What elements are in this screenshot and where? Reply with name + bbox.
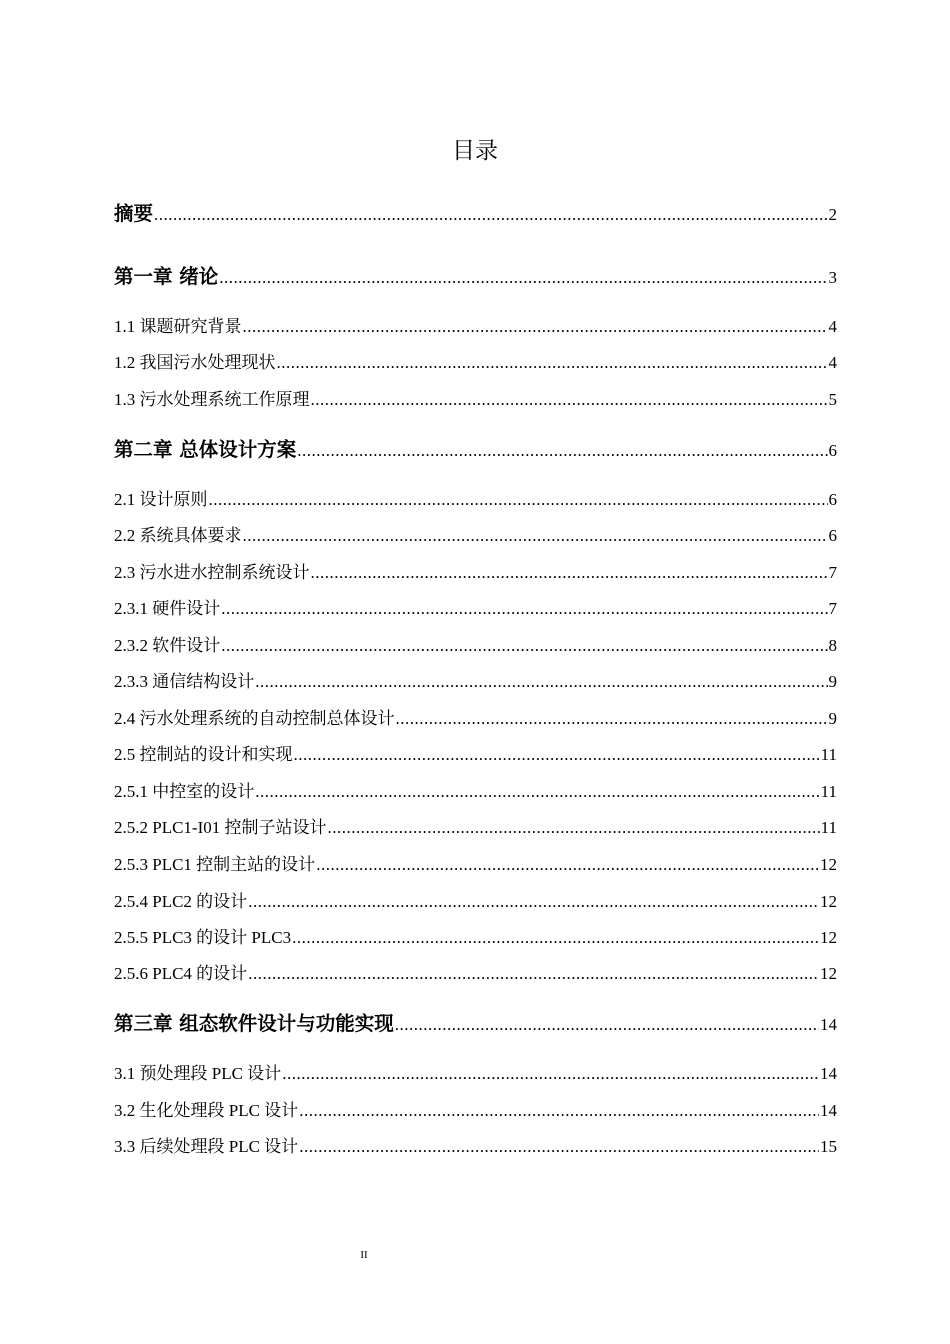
toc-entry-page: 12 [820, 855, 837, 874]
toc-leader-dots [248, 962, 819, 986]
toc-leader-dots [277, 351, 828, 375]
toc-entry-page: 15 [820, 1137, 837, 1156]
toc-leader-dots [221, 634, 827, 658]
toc-entry-page: 4 [828, 317, 837, 336]
toc-entry-2-3-1[interactable] [114, 597, 837, 621]
toc-entry-2-5[interactable] [114, 743, 837, 767]
toc-entry-text: 3.3 后续处理段 PLC 设计 [114, 1137, 299, 1156]
toc-entry-3-2[interactable] [114, 1099, 837, 1123]
toc-leader-dots [219, 264, 827, 292]
toc-entry-text: 3.2 生化处理段 PLC 设计 [114, 1101, 299, 1120]
toc-entry-chapter-2[interactable] [114, 436, 837, 464]
toc-leader-dots [221, 597, 827, 621]
toc-entry-3-3[interactable] [114, 1135, 837, 1159]
toc-entry-chapter-3[interactable] [114, 1010, 837, 1038]
toc-leader-dots [294, 743, 820, 767]
toc-entry-page: 12 [820, 928, 837, 947]
toc-leader-dots [299, 1099, 819, 1123]
toc-leader-dots [209, 488, 828, 512]
toc-leader-dots [282, 1062, 819, 1086]
toc-entry-text: 2.5.1 中控室的设计 [114, 782, 255, 801]
toc-entry-text: 2.3.2 软件设计 [114, 636, 221, 655]
toc-entry-page: 9 [828, 709, 837, 728]
toc-entry-page: 14 [820, 1015, 837, 1034]
toc-entry-2-3-2[interactable] [114, 634, 837, 658]
toc-entry-1-1[interactable] [114, 315, 837, 339]
toc-leader-dots [311, 388, 828, 412]
toc-entry-text: 第二章 总体设计方案 [114, 438, 297, 461]
toc-leader-dots [396, 707, 828, 731]
toc-entry-text: 第三章 组态软件设计与功能实现 [114, 1012, 394, 1035]
toc-entry-page: 3 [828, 268, 837, 287]
toc-entry-page: 4 [828, 353, 837, 372]
toc-entry-2-5-6[interactable] [114, 962, 837, 986]
page-number: II [360, 1249, 368, 1261]
toc-entry-2-5-4[interactable] [114, 890, 837, 914]
toc-leader-dots [248, 890, 819, 914]
toc-entry-3-1[interactable] [114, 1062, 837, 1086]
toc-leader-dots [292, 926, 819, 950]
toc-entry-text: 2.4 污水处理系统的自动控制总体设计 [114, 709, 395, 728]
toc-entry-text: 3.1 预处理段 PLC 设计 [114, 1064, 282, 1083]
toc-entry-text: 2.5.3 PLC1 控制主站的设计 [114, 855, 316, 874]
toc-entry-page: 11 [820, 745, 837, 764]
toc-entry-text: 2.1 设计原则 [114, 490, 208, 509]
toc-entry-text: 2.3 污水进水控制系统设计 [114, 563, 310, 582]
toc-entry-2-2[interactable] [114, 524, 837, 548]
toc-entry-page: 11 [820, 818, 837, 837]
toc-entry-page: 14 [820, 1064, 837, 1083]
toc-entry-text: 2.5.2 PLC1-I01 控制子站设计 [114, 818, 327, 837]
toc-entry-text: 2.5 控制站的设计和实现 [114, 745, 293, 764]
toc-leader-dots [154, 201, 827, 229]
toc-entry-text: 第一章 绪论 [114, 265, 219, 288]
toc-leader-dots [316, 853, 819, 877]
toc-entry-text: 2.5.4 PLC2 的设计 [114, 892, 248, 911]
toc-entry-text: 1.1 课题研究背景 [114, 317, 242, 336]
toc-entry-page: 12 [820, 892, 837, 911]
toc-entry-text: 摘要 [114, 202, 154, 225]
toc-leader-dots [255, 670, 827, 694]
toc-leader-dots [243, 524, 828, 548]
toc-entry-text: 2.2 系统具体要求 [114, 526, 242, 545]
toc-title: 目录 [452, 138, 498, 164]
toc-entry-2-5-2[interactable] [114, 816, 837, 840]
toc-entry-page: 6 [828, 526, 837, 545]
toc-entry-2-3[interactable] [114, 561, 837, 585]
toc-entry-page: 7 [828, 599, 837, 618]
toc-entry-page: 8 [828, 636, 837, 655]
toc-entry-1-2[interactable] [114, 351, 837, 375]
toc-leader-dots [299, 1135, 819, 1159]
toc-entry-text: 1.3 污水处理系统工作原理 [114, 390, 310, 409]
toc-entry-page: 5 [828, 390, 837, 409]
toc-entry-text: 2.5.6 PLC4 的设计 [114, 964, 248, 983]
toc-entry-text: 1.2 我国污水处理现状 [114, 353, 276, 372]
toc-entry-page: 11 [820, 782, 837, 801]
toc-entry-page: 9 [828, 672, 837, 691]
toc-entry-abstract[interactable] [114, 200, 837, 228]
toc-entry-text: 2.3.1 硬件设计 [114, 599, 221, 618]
toc-leader-dots [311, 561, 828, 585]
toc-entry-chapter-1[interactable] [114, 263, 837, 291]
toc-entry-text: 2.5.5 PLC3 的设计 PLC3 [114, 928, 292, 947]
toc-leader-dots [395, 1011, 819, 1039]
toc-leader-dots [243, 315, 828, 339]
toc-entry-text: 2.3.3 通信结构设计 [114, 672, 255, 691]
toc-entry-1-3[interactable] [114, 388, 837, 412]
toc-entry-page: 2 [828, 205, 837, 224]
toc-entry-2-4[interactable] [114, 707, 837, 731]
toc-entry-page: 14 [820, 1101, 837, 1120]
toc-leader-dots [255, 780, 819, 804]
toc-entry-page: 7 [828, 563, 837, 582]
toc-entry-page: 12 [820, 964, 837, 983]
toc-entry-2-5-5[interactable] [114, 926, 837, 950]
toc-entry-2-1[interactable] [114, 488, 837, 512]
toc-entry-page: 6 [828, 490, 837, 509]
toc-entry-page: 6 [828, 441, 837, 460]
toc-entry-2-5-1[interactable] [114, 780, 837, 804]
toc-leader-dots [328, 816, 820, 840]
toc-entry-2-5-3[interactable] [114, 853, 837, 877]
toc-entry-2-3-3[interactable] [114, 670, 837, 694]
toc-leader-dots [297, 437, 827, 465]
